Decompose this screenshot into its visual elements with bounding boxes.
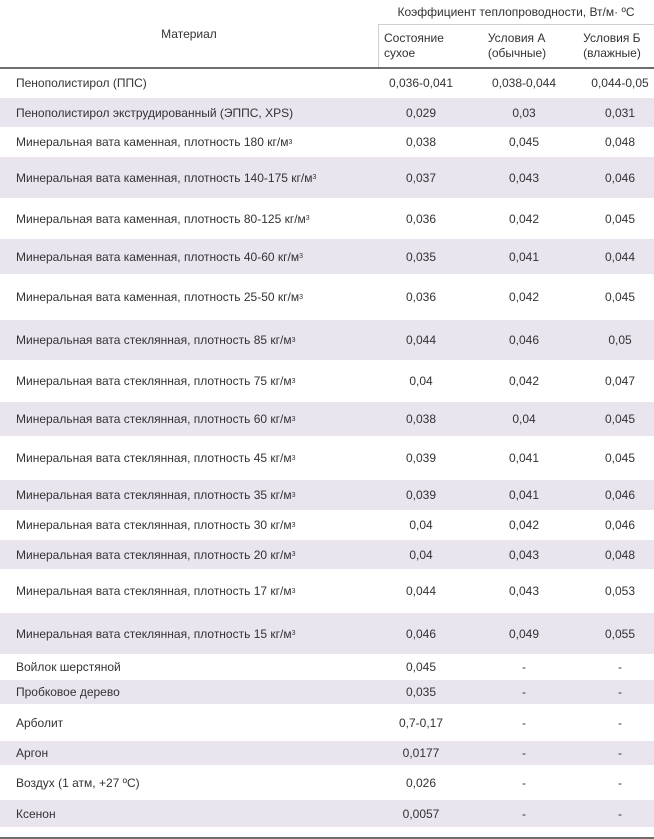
cell-condition-a-text: 0,042 xyxy=(508,518,540,532)
unit-superscript: 3 xyxy=(291,415,296,423)
cell-condition-b xyxy=(570,741,654,765)
table-row xyxy=(0,654,654,680)
cell-dry xyxy=(378,98,464,127)
cell-condition-a-text: 0,041 xyxy=(508,451,540,465)
header-material: Материал xyxy=(161,27,217,41)
unit-superscript: 3 xyxy=(291,551,296,558)
cell-dry xyxy=(378,239,464,274)
cell-dry-text: 0,044 xyxy=(405,333,437,347)
cell-material-text: Минеральная вата стеклянная, плотность 60 кг/м xyxy=(16,412,292,426)
cell-condition-a xyxy=(464,680,584,704)
cell-condition-b xyxy=(570,320,654,360)
table-row xyxy=(0,127,654,157)
header-condition-b xyxy=(570,24,654,68)
cell-dry-text: 0,7-0,17 xyxy=(398,715,444,730)
cell-dry xyxy=(378,613,464,654)
cell-dry xyxy=(378,360,464,402)
cell-condition-b xyxy=(570,239,654,274)
cell-condition-a xyxy=(464,157,584,198)
cell-material xyxy=(16,704,376,741)
table-row xyxy=(0,510,654,540)
cell-condition-b xyxy=(570,569,654,613)
cell-condition-a xyxy=(464,480,584,510)
cell-condition-b xyxy=(570,436,654,480)
cell-condition-a-text: 0,042 xyxy=(508,374,540,388)
cell-condition-b-text: 0,046 xyxy=(604,518,636,532)
cell-condition-b xyxy=(570,540,654,569)
cell-dry-text: 0,04 xyxy=(409,374,433,388)
header-b-line2: (влажные) xyxy=(583,46,641,60)
cell-condition-b-text: - xyxy=(618,775,622,790)
cell-condition-a-text: 0,046 xyxy=(508,333,540,347)
table-row xyxy=(0,613,654,654)
cell-material-text: Ксенон xyxy=(16,806,56,821)
header-dry-line2: сухое xyxy=(384,46,416,60)
cell-dry xyxy=(378,274,464,320)
cell-condition-b xyxy=(570,402,654,436)
cell-condition-a xyxy=(464,360,584,402)
cell-dry-text: 0,037 xyxy=(405,170,437,185)
cell-condition-a xyxy=(464,510,584,540)
cell-condition-b-text: 0,053 xyxy=(604,584,636,598)
table-row xyxy=(0,436,654,480)
cell-condition-a xyxy=(464,127,584,157)
cell-condition-b-text: - xyxy=(618,660,622,674)
header-dry xyxy=(378,24,464,68)
cell-condition-b-text: - xyxy=(618,685,622,699)
table-body xyxy=(0,68,654,827)
cell-material xyxy=(16,436,376,480)
header-a-line1: Условия А xyxy=(487,31,546,45)
cell-material-text: Минеральная вата каменная, плотность 25-50 кг/м xyxy=(16,290,300,304)
cell-condition-b-text: - xyxy=(618,806,622,821)
unit-superscript: 3 xyxy=(291,587,296,595)
cell-condition-a-text: - xyxy=(522,660,526,674)
table-row xyxy=(0,765,654,800)
cell-material-text: Минеральная вата каменная, плотность 80-125 кг/м xyxy=(16,211,306,226)
header-b-line1: Условия Б xyxy=(583,31,641,45)
cell-condition-a-text: - xyxy=(522,715,526,730)
cell-dry-text: 0,044 xyxy=(405,584,437,598)
table-row xyxy=(0,480,654,510)
cell-condition-a-text: 0,043 xyxy=(508,584,540,598)
cell-dry xyxy=(378,480,464,510)
cell-material-text: Минеральная вата каменная, плотность 140-175 кг/м xyxy=(16,170,313,185)
cell-condition-b xyxy=(570,800,654,827)
cell-dry-text: 0,036 xyxy=(405,290,437,304)
table-row xyxy=(0,274,654,320)
cell-dry xyxy=(378,540,464,569)
cell-dry-text: 0,04 xyxy=(409,518,433,532)
cell-condition-b-text: 0,046 xyxy=(604,488,636,502)
cell-condition-a-text: 0,03 xyxy=(512,105,536,120)
unit-superscript: 3 xyxy=(291,454,296,462)
cell-condition-a-text: 0,042 xyxy=(508,211,540,226)
header-a-line2: (обычные) xyxy=(487,46,547,60)
table-row xyxy=(0,800,654,827)
cell-condition-a-text: 0,038-0,044 xyxy=(491,76,557,90)
unit-superscript: 3 xyxy=(299,293,304,301)
cell-material xyxy=(16,569,376,613)
cell-condition-a xyxy=(464,320,584,360)
cell-material-text: Войлок шерстяной xyxy=(16,660,121,674)
table-row xyxy=(0,680,654,704)
cell-condition-a xyxy=(464,198,584,239)
cell-material xyxy=(16,157,376,198)
cell-material xyxy=(16,765,376,800)
cell-condition-b-text: 0,045 xyxy=(604,290,636,304)
table-row xyxy=(0,540,654,569)
cell-dry-text: 0,04 xyxy=(409,547,433,562)
cell-condition-a-text: - xyxy=(522,685,526,699)
cell-condition-b-text: 0,031 xyxy=(604,105,636,120)
cell-material-text: Минеральная вата стеклянная, плотность 75 кг/м xyxy=(16,374,292,388)
unit-superscript: 3 xyxy=(291,521,296,529)
cell-material xyxy=(16,510,376,540)
cell-dry-text: 0,039 xyxy=(405,488,437,502)
cell-condition-a-text: 0,043 xyxy=(508,170,540,185)
cell-condition-b-text: 0,055 xyxy=(604,626,636,641)
cell-material-text: Воздух (1 атм, +27 ºС) xyxy=(16,775,140,790)
cell-condition-b xyxy=(570,274,654,320)
cell-dry-text: 0,045 xyxy=(405,660,437,674)
cell-condition-a xyxy=(464,654,584,680)
header-vdivider xyxy=(378,24,379,68)
cell-material xyxy=(16,320,376,360)
cell-dry xyxy=(378,436,464,480)
cell-dry xyxy=(378,198,464,239)
cell-dry xyxy=(378,402,464,436)
cell-dry xyxy=(378,68,464,98)
cell-condition-b-text: 0,044-0,05 xyxy=(591,76,649,90)
cell-dry-text: 0,0057 xyxy=(402,806,440,821)
cell-condition-b xyxy=(570,157,654,198)
cell-condition-a xyxy=(464,741,584,765)
unit-superscript: 3 xyxy=(299,253,304,260)
cell-material-text: Минеральная вата каменная, плотность 180 кг/м xyxy=(16,135,289,149)
cell-condition-b xyxy=(570,480,654,510)
cell-material xyxy=(16,540,376,569)
cell-material-text: Минеральная вата стеклянная, плотность 20 кг/м xyxy=(16,547,292,562)
cell-dry-text: 0,038 xyxy=(405,412,437,426)
header-divider xyxy=(378,24,654,25)
cell-material xyxy=(16,613,376,654)
cell-condition-b xyxy=(570,680,654,704)
cell-condition-b xyxy=(570,613,654,654)
cell-condition-b xyxy=(570,68,654,98)
cell-condition-b-text: 0,05 xyxy=(608,333,632,347)
unit-superscript: 3 xyxy=(291,630,296,637)
unit-superscript: 3 xyxy=(291,336,296,344)
cell-material-text: Пробковое дерево xyxy=(16,685,120,699)
cell-dry-text: 0,029 xyxy=(405,105,437,120)
cell-condition-b xyxy=(570,98,654,127)
table-row xyxy=(0,569,654,613)
cell-condition-a-text: - xyxy=(522,746,526,760)
cell-condition-b xyxy=(570,360,654,402)
cell-condition-b-text: 0,045 xyxy=(604,412,636,426)
cell-condition-a xyxy=(464,98,584,127)
cell-dry xyxy=(378,800,464,827)
unit-superscript: 3 xyxy=(305,215,310,222)
cell-dry-text: 0,026 xyxy=(405,775,437,790)
cell-dry-text: 0,046 xyxy=(405,626,437,641)
cell-dry-text: 0,036-0,041 xyxy=(388,76,454,90)
table-row xyxy=(0,741,654,765)
cell-condition-b xyxy=(570,704,654,741)
unit-superscript: 3 xyxy=(288,138,293,146)
cell-material xyxy=(16,274,376,320)
cell-material-text: Аргон xyxy=(16,746,49,760)
cell-condition-a xyxy=(464,436,584,480)
cell-condition-b xyxy=(570,127,654,157)
table-row xyxy=(0,157,654,198)
header-condition-a xyxy=(464,24,570,68)
unit-superscript: 3 xyxy=(291,491,296,499)
cell-material xyxy=(16,68,376,98)
cell-material-text: Минеральная вата стеклянная, плотность 35 кг/м xyxy=(16,488,292,502)
cell-material xyxy=(16,680,376,704)
cell-dry xyxy=(378,765,464,800)
table-row xyxy=(0,360,654,402)
cell-condition-b xyxy=(570,510,654,540)
cell-material-text: Арболит xyxy=(16,715,64,730)
header-dry-line1: Состояние xyxy=(384,31,444,45)
cell-condition-a-text: 0,045 xyxy=(508,135,540,149)
cell-condition-b-text: - xyxy=(618,746,622,760)
header-coefficient: Коэффициент теплопроводности, Вт/м· ºС xyxy=(397,5,635,19)
cell-condition-a xyxy=(464,704,584,741)
cell-condition-a xyxy=(464,765,584,800)
cell-dry-text: 0,035 xyxy=(405,685,437,699)
cell-dry-text: 0,038 xyxy=(405,135,437,149)
cell-material-text: Минеральная вата стеклянная, плотность 15 кг/м xyxy=(16,626,292,641)
cell-condition-a-text: 0,04 xyxy=(512,412,536,426)
cell-material-text: Пенополистирол (ППС) xyxy=(16,76,147,90)
cell-condition-a-text: - xyxy=(522,775,526,790)
cell-material-text: Минеральная вата стеклянная, плотность 85 кг/м xyxy=(16,333,292,347)
cell-dry-text: 0,0177 xyxy=(402,746,440,760)
cell-material-text: Минеральная вата стеклянная, плотность 45 кг/м xyxy=(16,451,292,465)
cell-dry xyxy=(378,680,464,704)
cell-condition-b-text: 0,048 xyxy=(604,135,636,149)
table-row xyxy=(0,198,654,239)
cell-condition-b-text: 0,047 xyxy=(604,374,636,388)
cell-condition-b-text: 0,048 xyxy=(604,547,636,562)
cell-condition-b xyxy=(570,198,654,239)
cell-condition-a xyxy=(464,68,584,98)
unit-superscript: 3 xyxy=(312,174,317,181)
cell-dry xyxy=(378,157,464,198)
cell-material-text: Минеральная вата стеклянная, плотность 30 кг/м xyxy=(16,518,292,532)
cell-condition-a xyxy=(464,613,584,654)
table-row xyxy=(0,320,654,360)
cell-dry xyxy=(378,569,464,613)
cell-condition-a xyxy=(464,274,584,320)
cell-condition-a-text: 0,042 xyxy=(508,290,540,304)
cell-dry xyxy=(378,127,464,157)
cell-condition-b-text: 0,045 xyxy=(604,211,636,226)
cell-condition-a-text: 0,043 xyxy=(508,547,540,562)
cell-material xyxy=(16,480,376,510)
cell-condition-a xyxy=(464,569,584,613)
cell-material-text: Минеральная вата стеклянная, плотность 17 кг/м xyxy=(16,584,292,598)
table-header xyxy=(0,0,654,68)
cell-condition-b-text: 0,045 xyxy=(604,451,636,465)
cell-condition-a xyxy=(464,402,584,436)
cell-dry xyxy=(378,704,464,741)
cell-condition-b xyxy=(570,765,654,800)
cell-material xyxy=(16,741,376,765)
cell-dry-text: 0,036 xyxy=(405,211,437,226)
cell-condition-a-text: 0,041 xyxy=(508,488,540,502)
cell-material xyxy=(16,800,376,827)
cell-dry-text: 0,039 xyxy=(405,451,437,465)
cell-condition-a-text: 0,041 xyxy=(508,249,540,264)
cell-material xyxy=(16,654,376,680)
cell-material xyxy=(16,239,376,274)
cell-material xyxy=(16,127,376,157)
cell-dry xyxy=(378,510,464,540)
cell-material xyxy=(16,98,376,127)
table-row xyxy=(0,402,654,436)
cell-condition-a xyxy=(464,800,584,827)
cell-condition-a-text: 0,049 xyxy=(508,626,540,641)
cell-condition-b-text: - xyxy=(618,715,622,730)
cell-dry-text: 0,035 xyxy=(405,249,437,264)
cell-material xyxy=(16,198,376,239)
table-row xyxy=(0,98,654,127)
cell-condition-a-text: - xyxy=(522,806,526,821)
table-row xyxy=(0,68,654,98)
cell-condition-a xyxy=(464,540,584,569)
unit-superscript: 3 xyxy=(291,377,296,385)
table-row xyxy=(0,704,654,741)
cell-dry xyxy=(378,741,464,765)
cell-condition-b xyxy=(570,654,654,680)
cell-material xyxy=(16,402,376,436)
cell-material xyxy=(16,360,376,402)
cell-condition-a xyxy=(464,239,584,274)
cell-dry xyxy=(378,654,464,680)
cell-condition-b-text: 0,046 xyxy=(604,170,636,185)
cell-material-text: Пенополистирол экструдированный (ЭППС, XPS) xyxy=(16,105,294,120)
cell-dry xyxy=(378,320,464,360)
cell-condition-b-text: 0,044 xyxy=(604,249,636,264)
cell-material-text: Минеральная вата каменная, плотность 40-60 кг/м xyxy=(16,249,300,264)
table-row xyxy=(0,239,654,274)
